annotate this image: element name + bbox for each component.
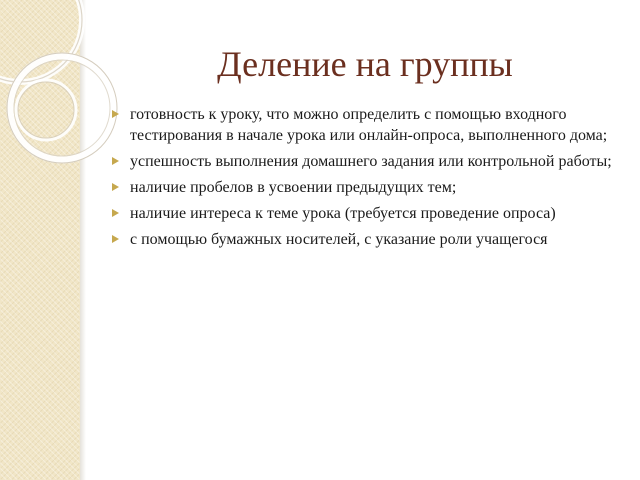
bullet-text: успешность выполнения домашнего задания или контрольной работы; <box>130 153 612 170</box>
bullet-text: с помощью бумажных носителей, с указание роли учащегося <box>130 231 548 248</box>
triangle-bullet-icon <box>112 110 119 118</box>
bullet-text: наличие пробелов в усвоении предыдущих тем; <box>130 179 457 196</box>
triangle-bullet-icon <box>112 157 119 165</box>
list-item <box>110 203 620 224</box>
triangle-bullet-icon <box>112 209 119 217</box>
bullet-text: готовность к уроку, что можно определить с помощью входного тестирования в начале урока или онлайн-опроса, выполненного дома; <box>130 106 608 144</box>
list-item <box>110 151 620 172</box>
triangle-bullet-icon <box>112 235 119 243</box>
band-shadow <box>80 0 86 480</box>
triangle-bullet-icon <box>112 183 119 191</box>
slide-title: Деление на группы <box>217 44 513 84</box>
list-item <box>110 177 620 198</box>
list-item <box>110 229 620 250</box>
list-item <box>110 104 620 146</box>
bullet-list <box>110 104 620 255</box>
bullet-text: наличие интереса к теме урока (требуется проведение опроса) <box>130 205 556 222</box>
side-pattern-band <box>0 0 80 480</box>
